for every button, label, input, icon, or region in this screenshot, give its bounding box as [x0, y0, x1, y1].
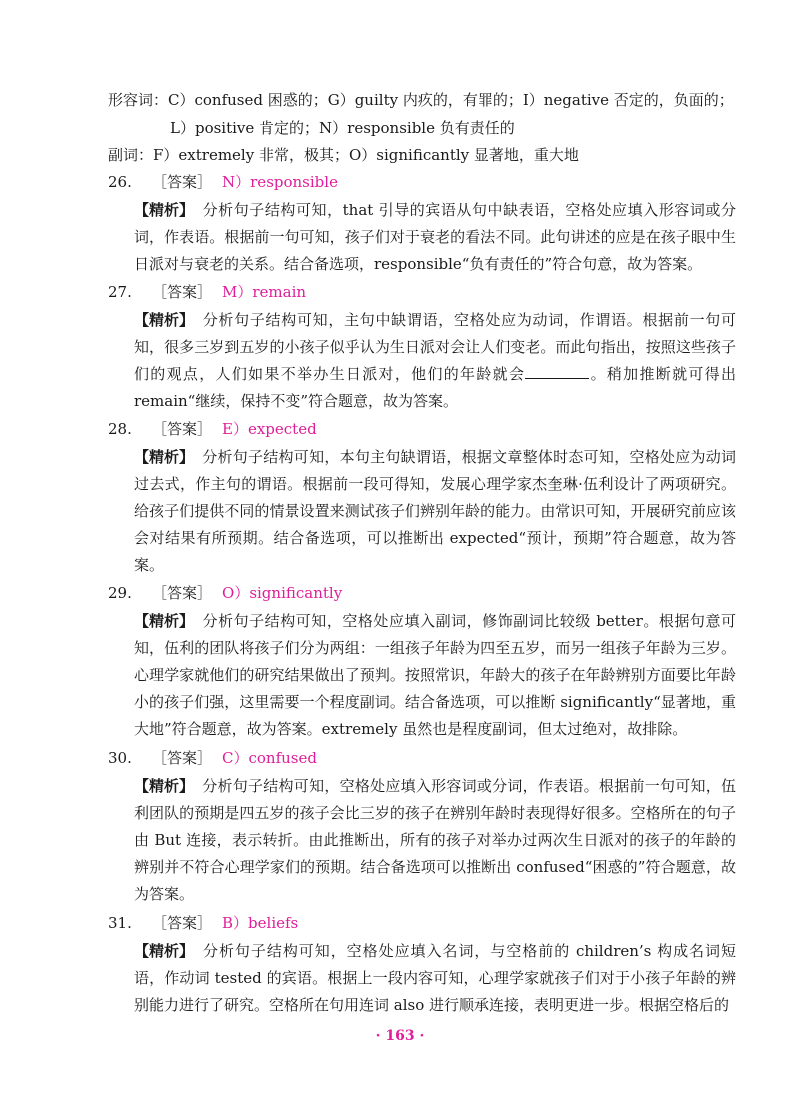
analysis-text-after-blank: 。稍加推断就可得出 remain“继续，保持不变”符合题意，故为答案。 — [134, 365, 736, 410]
analysis-text: 分析句子结构可知，本句主句缺谓语，根据文章整体时态可知，空格处应为动词过去式，作主句的谓语。根据前一段可得知，发展心理学家杰奎琳·伍利设计了两项研究。给孩子们提供不同的情景设置来测试孩子们辨别年龄的能力。由常识可知，开展研究前应该会对结果有所预期。结合备选项，可以推断出 expected“预计，预期”符合题意，故为答案。 — [134, 448, 736, 574]
analysis-label: 【精析】 — [134, 311, 195, 329]
question-number: 26. — [108, 173, 132, 191]
vocab-adv-line: 副词：F）extremely 非常，极其；O）significantly 显著地，重大地 — [108, 146, 579, 164]
question-30 — [108, 747, 736, 908]
answer-value: N）responsible — [222, 173, 338, 191]
answer-label: ［答案］ — [152, 749, 213, 767]
answer-value: M）remain — [222, 283, 307, 301]
analysis-text: 分析句子结构可知，空格处应填入形容词或分词，作表语。根据前一句可知，伍利团队的预期是四五岁的孩子会比三岁的孩子在辨别年龄时表现得好很多。空格所在的句子由 But 连接，表示转折。由此推断出，所有的孩子对举办过两次生日派对的孩子的年龄的辨别并不符合心理学家们的预期。结合备选项可以推断出 confused“困惑的”符合题意，故为答案。 — [134, 777, 736, 903]
answer-label: ［答案］ — [152, 584, 213, 602]
analysis-label: 【精析】 — [134, 448, 195, 466]
question-28 — [108, 418, 736, 579]
question-number: 31. — [108, 914, 132, 932]
analysis-paragraph — [134, 773, 736, 908]
analysis-text: 分析句子结构可知，空格处应填入副词，修饰副词比较级 better。根据句意可知，伍利的团队将孩子们分为两组：一组孩子年龄为四至五岁，而另一组孩子年龄为三岁。心理学家就他们的研究结果做出了预判。按照常识，年龄大的孩子在年龄辨别方面要比年龄小的孩子们强，这里需要一个程度副词。结合备选项，可以推断 significantly“显著地，重大地”符合题意，故为答案。extremely 虽然也是程度副词，但太过绝对，故排除。 — [134, 612, 736, 738]
answer-label: ［答案］ — [152, 173, 213, 191]
question-number: 28. — [108, 420, 132, 438]
analysis-paragraph — [134, 197, 736, 278]
vocab-adj-line-1: 形容词：C）confused 困惑的；G）guilty 内疚的，有罪的；I）negative 否定的，负面的； — [108, 91, 734, 109]
analysis-label: 【精析】 — [134, 777, 195, 795]
answer-label: ［答案］ — [152, 420, 213, 438]
analysis-text: 分析句子结构可知，that 引导的宾语从句中缺表语，空格处应填入形容词或分词，作表语。根据前一句可知，孩子们对于衰老的看法不同。此句讲述的应是在孩子眼中生日派对与衰老的关系。结合备选项，responsible“负有责任的”符合句意，故为答案。 — [134, 201, 736, 273]
analysis-text: 分析句子结构可知，空格处应填入名词，与空格前的 children’s 构成名词短语，作动词 tested 的宾语。根据上一段内容可知，心理学家就孩子们对于小孩子年龄的辨别能力进行了研究。空格所在句用连词 also 进行顺承连接，表明更进一步。根据空格后的 — [134, 942, 736, 1014]
question-27 — [108, 281, 736, 415]
analysis-paragraph — [134, 307, 736, 415]
analysis-paragraph — [134, 938, 736, 1019]
answer-value: B）beliefs — [222, 914, 299, 932]
analysis-text-before-blank: 分析句子结构可知，主句中缺谓语，空格处应为动词，作谓语。根据前一句可知，很多三岁到五岁的小孩子似乎认为生日派对会让人们变老。而此句指出，按照这些孩子们的观点，人们如果不举办生日派对，他们的年龄就会 — [134, 311, 736, 383]
question-29 — [108, 582, 736, 743]
analysis-label: 【精析】 — [134, 612, 195, 630]
answer-value: C）confused — [222, 749, 317, 767]
answer-value: O）significantly — [222, 584, 343, 602]
question-31 — [108, 912, 736, 1019]
answer-label: ［答案］ — [152, 283, 213, 301]
question-number: 27. — [108, 283, 132, 301]
page-number: · 163 · — [375, 1028, 425, 1044]
analysis-paragraph — [134, 444, 736, 579]
analysis-label: 【精析】 — [134, 942, 195, 960]
question-number: 30. — [108, 749, 132, 767]
answer-value: E）expected — [222, 420, 317, 438]
answer-label: ［答案］ — [152, 914, 213, 932]
analysis-paragraph — [134, 608, 736, 743]
fill-blank — [525, 364, 589, 379]
vocab-adj-line-2: L）positive 肯定的；N）responsible 负有责任的 — [170, 119, 515, 137]
question-number: 29. — [108, 584, 132, 602]
question-26 — [108, 171, 736, 278]
analysis-label: 【精析】 — [134, 201, 195, 219]
